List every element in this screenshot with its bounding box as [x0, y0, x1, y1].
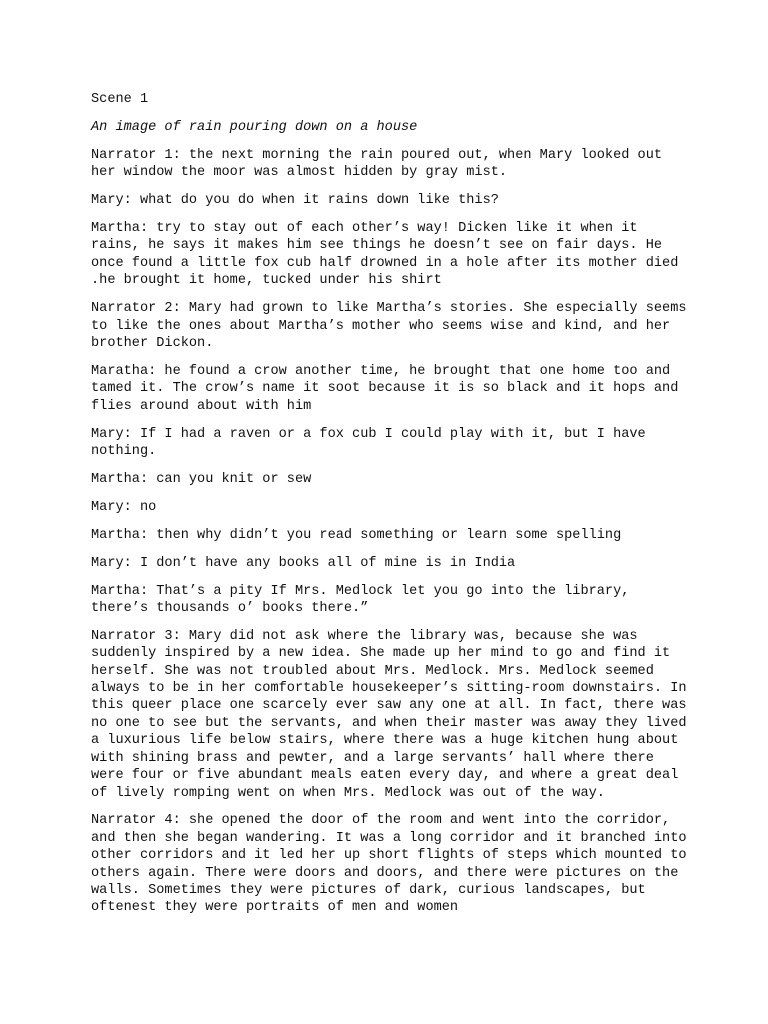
script-line-narrator-3: Narrator 3: Mary did not ask where the library was, because she was suddenly inspired by a new idea. She made up her mind to go and find it herself. She was not troubled about Mrs. Medlock. Mrs. Medlock seemed always to be in her comfortable housekeeper’s sitting-room downstairs. In this queer place one scarcely ever saw any one at all. In fact, there was no one to see but the servants, and when their master was away they lived a luxurious life below stairs, where there was a huge kitchen hung about with shining brass and pewter, and a large servants’ hall where there were four or five abundant meals eaten every day, and where a great deal of lively romping went on when Mrs. Medlock was out of the way. — [91, 628, 687, 801]
script-line-martha-4: Martha: That’s a pity If Mrs. Medlock let you go into the library, there’s thousands o’ books there.” — [91, 583, 630, 616]
script-line-maratha: Maratha: he found a crow another time, he brought that one home too and tamed it. The crow’s name it soot because it is so black and it hops and flies around about with him — [91, 363, 679, 414]
script-line-martha-2: Martha: can you knit or sew — [91, 471, 312, 487]
script-line-martha-3: Martha: then why didn’t you read something or learn some spelling — [91, 527, 622, 543]
script-line-narrator-2: Narrator 2: Mary had grown to like Martha’s stories. She especially seems to like the ones about Martha’s mother who seems wise and kind, and her brother Dickon. — [91, 301, 687, 351]
stage-direction: An image of rain pouring down on a house — [91, 119, 418, 135]
script-line-narrator-1: Narrator 1: the next morning the rain poured out, when Mary looked out her window the moor was almost hidden by gray mist. — [91, 147, 663, 181]
script-line-mary-2: Mary: If I had a raven or a fox cub I could play with it, but I have nothing. — [91, 426, 646, 459]
script-line-mary-1: Mary: what do you do when it rains down like this? — [91, 193, 499, 209]
script-line-mary-3: Mary: no — [91, 499, 157, 515]
script-line-martha-1: Martha: try to stay out of each other’s way! Dicken like it when it rains, he says it makes him see things he doesn’t see on fair days. He once found a little fox cub half drowned in a hole after its mother died .he brought it home, tucked under his shirt — [91, 221, 679, 289]
script-line-narrator-4: Narrator 4: she opened the door of the room and went into the corridor, and then she began wandering. It was a long corridor and it branched into other corridors and it led her up short flights of steps which mounted to others again. There were doors and doors, and there were pictures on the walls. Sometimes they were pictures of dark, curious landscapes, but oftenest they were portraits of men and women — [91, 813, 687, 916]
scene-heading: Scene 1 — [91, 92, 149, 107]
script-line-mary-4: Mary: I don’t have any books all of mine is in India — [91, 555, 516, 571]
